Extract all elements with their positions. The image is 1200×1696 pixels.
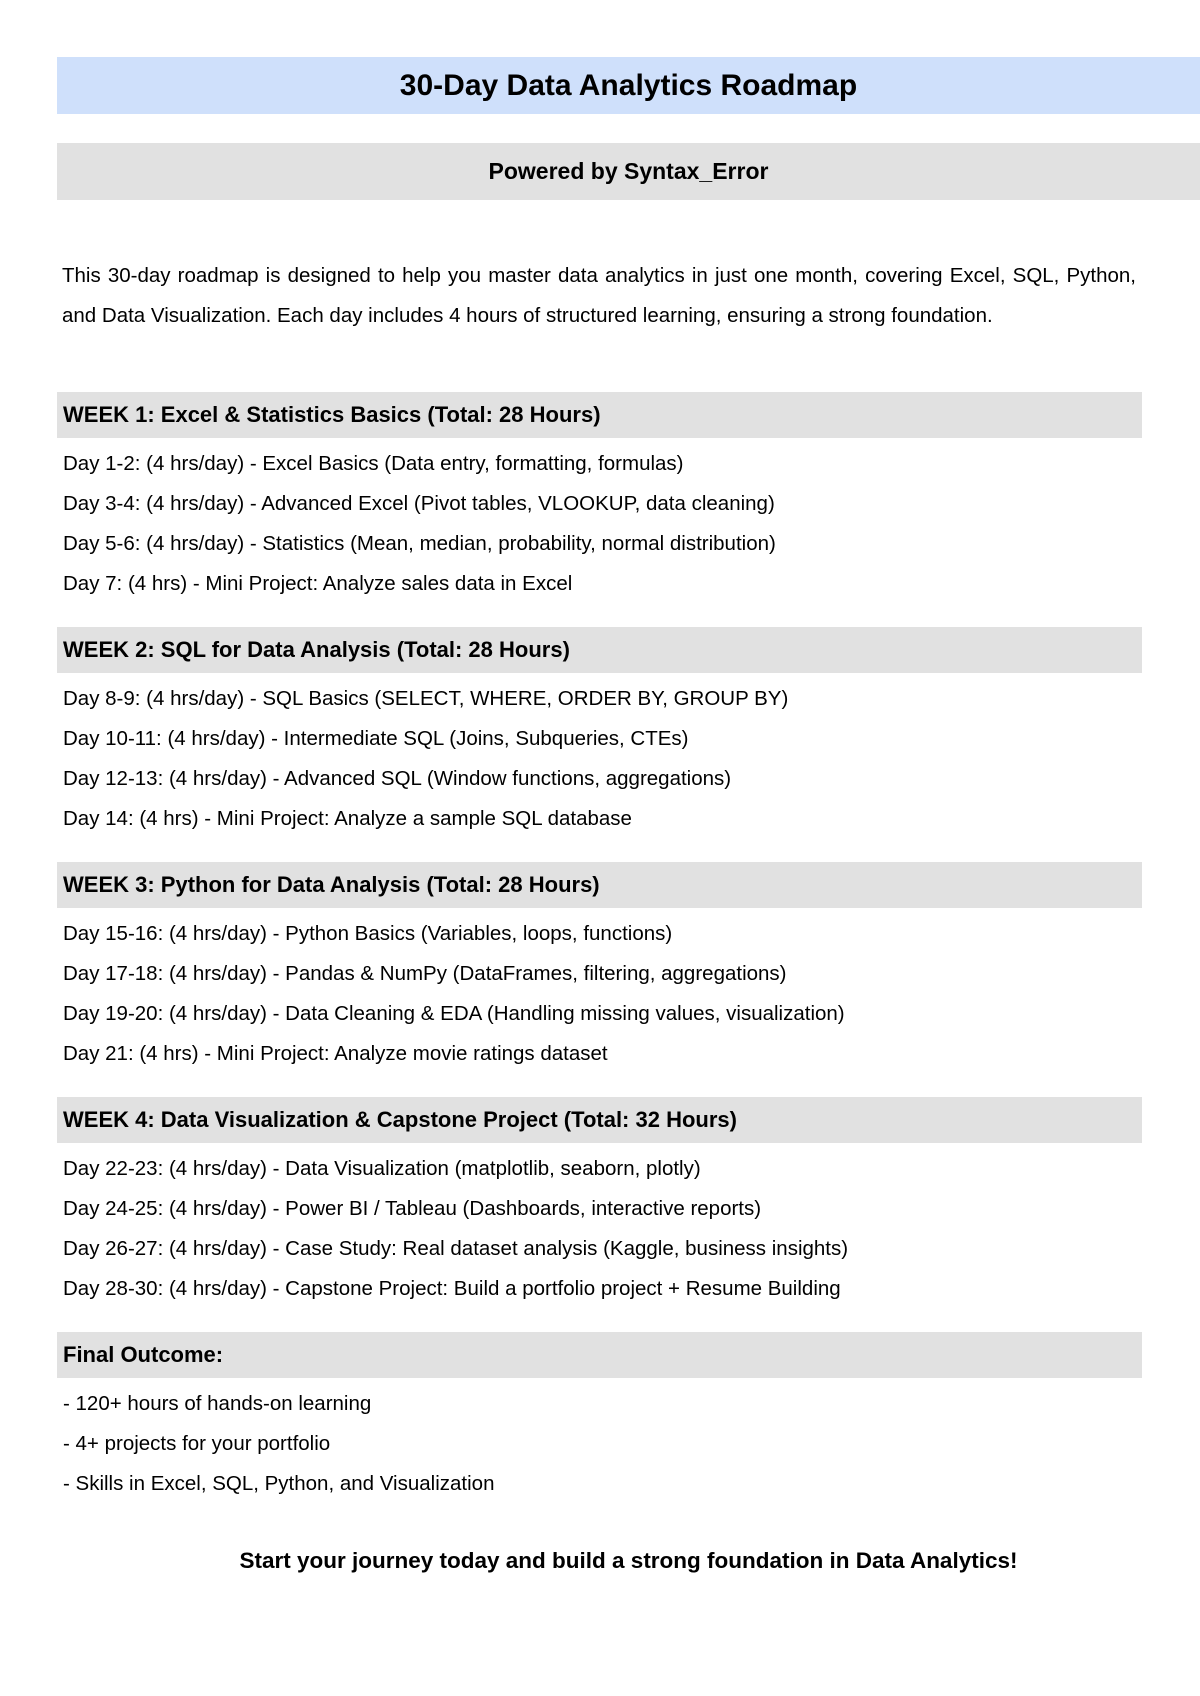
list-item: - Skills in Excel, SQL, Python, and Visualization xyxy=(63,1472,495,1495)
section-item-list xyxy=(57,444,1142,604)
list-item: Day 17-18: (4 hrs/day) - Pandas & NumPy (DataFrames, filtering, aggregations) xyxy=(63,962,787,985)
section-item-list xyxy=(57,679,1142,839)
list-item: Day 3-4: (4 hrs/day) - Advanced Excel (Pivot tables, VLOOKUP, data cleaning) xyxy=(63,492,775,515)
list-item: Day 19-20: (4 hrs/day) - Data Cleaning & EDA (Handling missing values, visualization) xyxy=(63,1002,845,1025)
list-item: Day 28-30: (4 hrs/day) - Capstone Project: Build a portfolio project + Resume Building xyxy=(63,1277,841,1300)
section-heading: WEEK 3: Python for Data Analysis (Total: 28 Hours) xyxy=(57,862,1142,908)
intro-paragraph: This 30-day roadmap is designed to help you master data analytics in just one month, covering Excel, SQL, Python, and Data Visualization. Each day includes 4 hours of structured learning, ensuring a strong foundation. xyxy=(62,264,1136,327)
section-heading: WEEK 2: SQL for Data Analysis (Total: 28 Hours) xyxy=(57,627,1142,673)
list-item: - 120+ hours of hands-on learning xyxy=(63,1392,372,1415)
document-title: 30-Day Data Analytics Roadmap xyxy=(57,57,1200,114)
closing-statement: Start your journey today and build a strong foundation in Data Analytics! xyxy=(239,1548,1018,1573)
list-item: Day 1-2: (4 hrs/day) - Excel Basics (Data entry, formatting, formulas) xyxy=(63,452,684,475)
section-week-4 xyxy=(57,1097,1142,1309)
section-week-2 xyxy=(57,627,1142,839)
powered-by-banner: Powered by Syntax_Error xyxy=(57,143,1200,200)
list-item: Day 24-25: (4 hrs/day) - Power BI / Tableau (Dashboards, interactive reports) xyxy=(63,1197,762,1220)
list-item: Day 10-11: (4 hrs/day) - Intermediate SQL (Joins, Subqueries, CTEs) xyxy=(63,727,689,750)
list-item: Day 8-9: (4 hrs/day) - SQL Basics (SELECT, WHERE, ORDER BY, GROUP BY) xyxy=(63,687,789,710)
section-week-1 xyxy=(57,392,1142,604)
section-heading: WEEK 1: Excel & Statistics Basics (Total: 28 Hours) xyxy=(57,392,1142,438)
section-heading: Final Outcome: xyxy=(57,1332,1142,1378)
list-item: Day 26-27: (4 hrs/day) - Case Study: Real dataset analysis (Kaggle, business insights) xyxy=(63,1237,849,1260)
section-final-outcome xyxy=(57,1332,1142,1504)
section-item-list xyxy=(57,1384,1142,1504)
list-item: Day 22-23: (4 hrs/day) - Data Visualization (matplotlib, seaborn, plotly) xyxy=(63,1157,701,1180)
section-item-list xyxy=(57,914,1142,1074)
list-item: Day 15-16: (4 hrs/day) - Python Basics (Variables, loops, functions) xyxy=(63,922,673,945)
list-item: Day 14: (4 hrs) - Mini Project: Analyze a sample SQL database xyxy=(63,807,632,830)
list-item: Day 7: (4 hrs) - Mini Project: Analyze sales data in Excel xyxy=(63,572,573,595)
list-item: Day 5-6: (4 hrs/day) - Statistics (Mean, median, probability, normal distribution) xyxy=(63,532,776,555)
section-heading: WEEK 4: Data Visualization & Capstone Project (Total: 32 Hours) xyxy=(57,1097,1142,1143)
list-item: - 4+ projects for your portfolio xyxy=(63,1432,331,1455)
list-item: Day 12-13: (4 hrs/day) - Advanced SQL (Window functions, aggregations) xyxy=(63,767,732,790)
section-item-list xyxy=(57,1149,1142,1309)
section-week-3 xyxy=(57,862,1142,1074)
list-item: Day 21: (4 hrs) - Mini Project: Analyze movie ratings dataset xyxy=(63,1042,608,1065)
